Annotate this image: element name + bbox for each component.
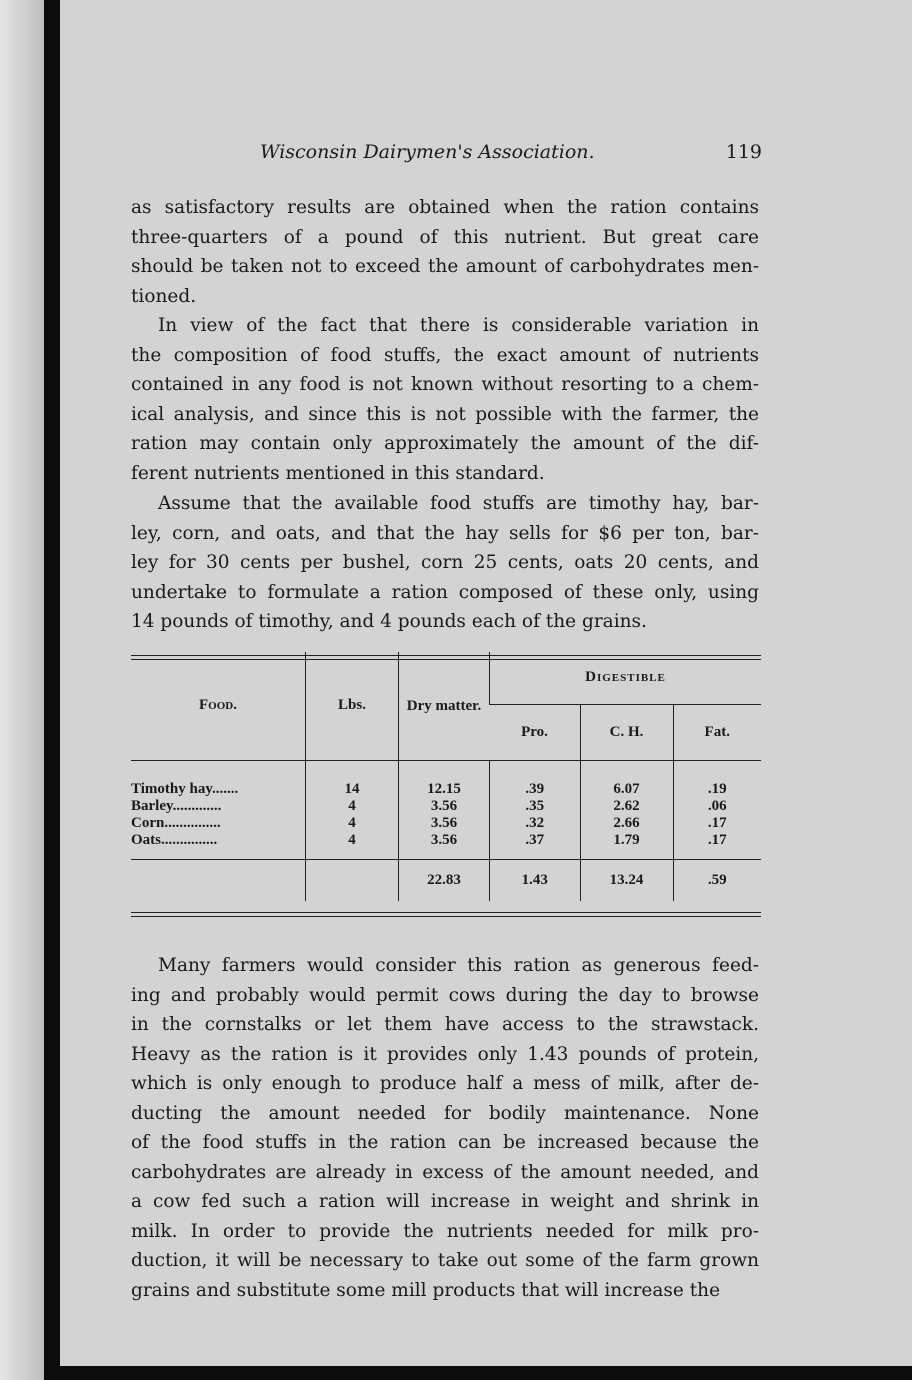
cell-ch: 2.66: [580, 815, 673, 832]
cell-pro: .32: [490, 815, 581, 832]
text-line: of the food stuffs in the ration can be increased because the: [131, 1132, 759, 1153]
text-line: duction, it will be necessary to take out some of the farm grown: [131, 1250, 759, 1271]
cell-fat: .19: [673, 760, 761, 798]
cell-lbs: 4: [306, 798, 399, 815]
col-protein: Pro.: [521, 723, 548, 740]
total-pro: 1.43: [490, 859, 581, 901]
cell-ch: 2.62: [580, 798, 673, 815]
text-line: ing and probably would permit cows during the day to browse: [131, 984, 759, 1006]
col-fat: Fat.: [673, 704, 761, 760]
book-edge: [44, 0, 60, 1380]
col-lbs: Lbs.: [306, 652, 399, 760]
cell-fat: .06: [673, 798, 761, 815]
text-line: three-quarters of a pound of this nutrient. But great care: [131, 226, 759, 248]
text-line: Many farmers would consider this ration as generous feed-: [158, 955, 759, 976]
text-line: Assume that the available food stuffs are timothy hay, bar-: [158, 493, 759, 514]
text-line: ley, corn, and oats, and that the hay sells for $6 per ton, bar-: [131, 522, 759, 544]
total-fat: .59: [673, 859, 761, 901]
cell-lbs: 14: [306, 760, 399, 798]
text-line: ducting the amount needed for bodily maintenance. None: [131, 1102, 759, 1124]
table-row: [131, 832, 761, 860]
cell-pro: .37: [490, 832, 581, 860]
cell-dry: 12.15: [399, 760, 490, 798]
scan-bottom-edge: [44, 1366, 912, 1380]
text-line: ferent nutrients mentioned in this standard.: [131, 462, 545, 484]
text-line: in the cornstalks or let them have access to the strawstack.: [131, 1014, 759, 1035]
page-gutter: [0, 0, 46, 1380]
cell-food: Corn...............: [131, 814, 221, 831]
text-line: carbohydrates are already in excess of the amount needed, and: [131, 1161, 759, 1183]
text-line: ical analysis, and since this is not possible with the farmer, the: [131, 403, 759, 425]
paragraph-2: [131, 311, 759, 488]
cell-fat: .17: [673, 832, 761, 860]
text-line: a cow fed such a ration will increase in weight and shrink in: [131, 1191, 759, 1212]
text-line: the composition of food stuffs, the exact amount of nutrients: [131, 344, 759, 366]
paragraph-4: [131, 951, 759, 1305]
cell-fat: .17: [673, 815, 761, 832]
text-line: contained in any food is not known without resorting to a chem-: [131, 374, 759, 395]
cell-ch: 6.07: [580, 760, 673, 798]
cell-lbs: 4: [306, 815, 399, 832]
text-line: 14 pounds of timothy, and 4 pounds each of the grains.: [131, 611, 647, 632]
totals-label: [131, 859, 306, 901]
col-carbohydrates: C. H.: [580, 704, 673, 760]
col-digestible: Digestible: [490, 652, 762, 704]
cell-dry: 3.56: [399, 798, 490, 815]
text-line: Heavy as the ration is it provides only 1.43 pounds of protein,: [131, 1043, 759, 1065]
cell-ch: 1.79: [580, 832, 673, 860]
cell-food: Oats...............: [131, 831, 218, 848]
cell-pro: .39: [490, 760, 581, 798]
ration-table: [131, 652, 761, 901]
text-line: ley for 30 cents per bushel, corn 25 cents, oats 20 cents, and: [131, 552, 759, 573]
total-dry: 22.83: [399, 859, 490, 901]
text-line: should be taken not to exceed the amount of carbohydrates men-: [131, 256, 759, 277]
table-rule-bottom: [131, 912, 761, 913]
cell-lbs: 4: [306, 832, 399, 860]
text-line: which is only enough to produce half a mess of milk, after de-: [131, 1073, 759, 1094]
text-line: tioned.: [131, 285, 197, 307]
text-line: as satisfactory results are obtained when the ration contains: [131, 197, 759, 218]
table-row: [131, 798, 761, 815]
col-food: Food.: [199, 697, 237, 714]
table-rule-bottom-2: [131, 916, 761, 917]
cell-pro: .35: [490, 798, 581, 815]
text-line: In view of the fact that there is considerable variation in: [158, 315, 759, 336]
cell-dry: 3.56: [399, 815, 490, 832]
page-number: 119: [725, 141, 762, 163]
paragraph-1: [131, 193, 759, 311]
text-line: ration may contain only approximately the amount of the dif-: [131, 433, 759, 454]
cell-food: Barley.............: [131, 797, 222, 814]
text-line: undertake to formulate a ration composed of these only, using: [131, 581, 759, 603]
table-row: [131, 815, 761, 832]
cell-dry: 3.56: [399, 832, 490, 860]
text-line: grains and substitute some mill products that will increase the: [131, 1279, 721, 1301]
running-title: Wisconsin Dairymen's Association.: [260, 141, 595, 163]
text-line: milk. In order to provide the nutrients needed for milk pro-: [131, 1220, 759, 1242]
total-lbs: [306, 859, 399, 901]
cell-food: Timothy hay.......: [131, 780, 239, 797]
table-row: [131, 760, 761, 798]
running-header: [130, 141, 762, 171]
col-dry-matter: Dry matter.: [399, 652, 490, 760]
paragraph-3: [131, 489, 759, 637]
total-ch: 13.24: [580, 859, 673, 901]
